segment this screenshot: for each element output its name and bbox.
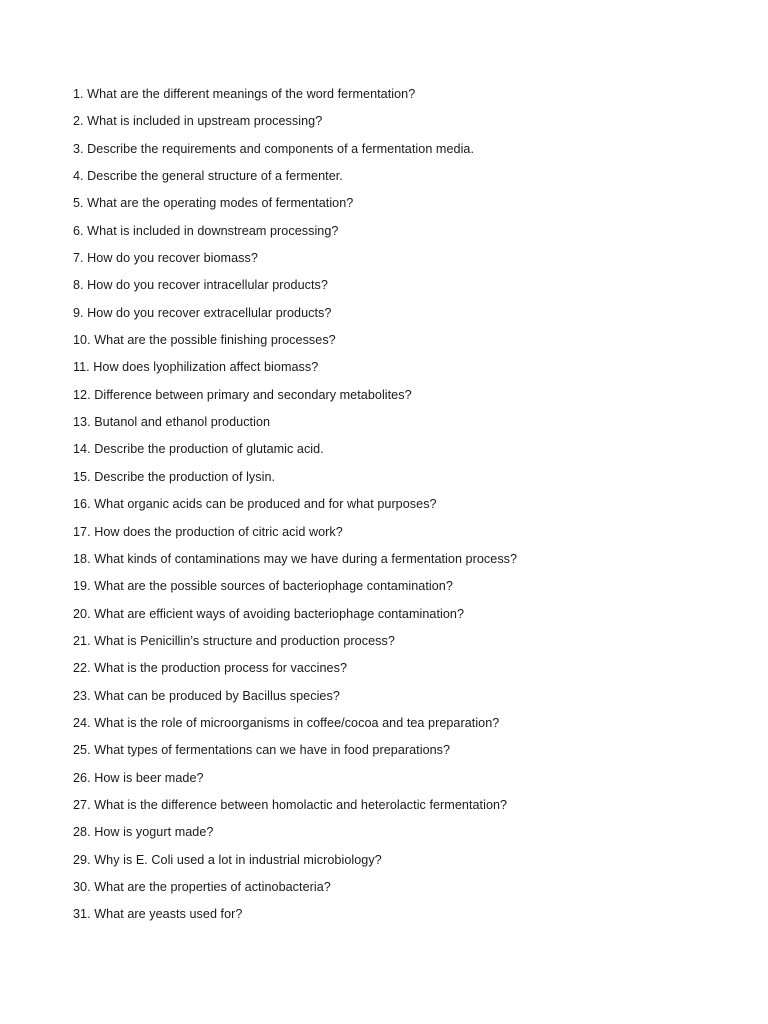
- question-item: 20. What are efficient ways of avoiding bacteriophage contamination?: [73, 606, 465, 621]
- question-item: 25. What types of fermentations can we have in food preparations?: [73, 743, 451, 758]
- question-item: 31. What are yeasts used for?: [73, 907, 243, 922]
- question-item: 8. How do you recover intracellular products?: [73, 278, 328, 293]
- question-item: 14. Describe the production of glutamic acid.: [73, 442, 324, 457]
- question-item: 5. What are the operating modes of fermentation?: [73, 196, 354, 211]
- question-item: 17. How does the production of citric acid work?: [73, 524, 343, 539]
- question-item: 6. What is included in downstream processing?: [73, 223, 339, 238]
- question-item: 12. Difference between primary and secondary metabolites?: [73, 387, 412, 402]
- question-item: 15. Describe the production of lysin.: [73, 469, 276, 484]
- question-item: 24. What is the role of microorganisms in coffee/cocoa and tea preparation?: [73, 715, 500, 730]
- question-item: 19. What are the possible sources of bacteriophage contamination?: [73, 579, 453, 594]
- question-item: 26. How is beer made?: [73, 770, 204, 785]
- question-item: 23. What can be produced by Bacillus species?: [73, 688, 340, 703]
- question-item: 10. What are the possible finishing processes?: [73, 333, 336, 348]
- question-list: [73, 84, 733, 932]
- question-item: 7. How do you recover biomass?: [73, 251, 258, 266]
- question-item: 16. What organic acids can be produced and for what purposes?: [73, 497, 437, 512]
- question-item: 28. How is yogurt made?: [73, 825, 214, 840]
- question-item: 27. What is the difference between homolactic and heterolactic fermentation?: [73, 797, 508, 812]
- question-item: 2. What is included in upstream processing?: [73, 114, 323, 129]
- question-item: 18. What kinds of contaminations may we have during a fermentation process?: [73, 551, 518, 566]
- question-item: 22. What is the production process for vaccines?: [73, 661, 348, 676]
- question-item: 30. What are the properties of actinobacteria?: [73, 879, 331, 894]
- question-item: 4. Describe the general structure of a fermenter.: [73, 169, 343, 184]
- question-item: 1. What are the different meanings of the word fermentation?: [73, 87, 416, 101]
- question-item: 11. How does lyophilization affect biomass?: [73, 360, 319, 375]
- question-item: 3. Describe the requirements and components of a fermentation media.: [73, 141, 475, 156]
- question-item: 13. Butanol and ethanol production: [73, 415, 271, 430]
- question-item: 21. What is Penicillin’s structure and production process?: [73, 633, 395, 648]
- question-item: 9. How do you recover extracellular products?: [73, 305, 332, 320]
- question-item: 29. Why is E. Coli used a lot in industrial microbiology?: [73, 852, 382, 867]
